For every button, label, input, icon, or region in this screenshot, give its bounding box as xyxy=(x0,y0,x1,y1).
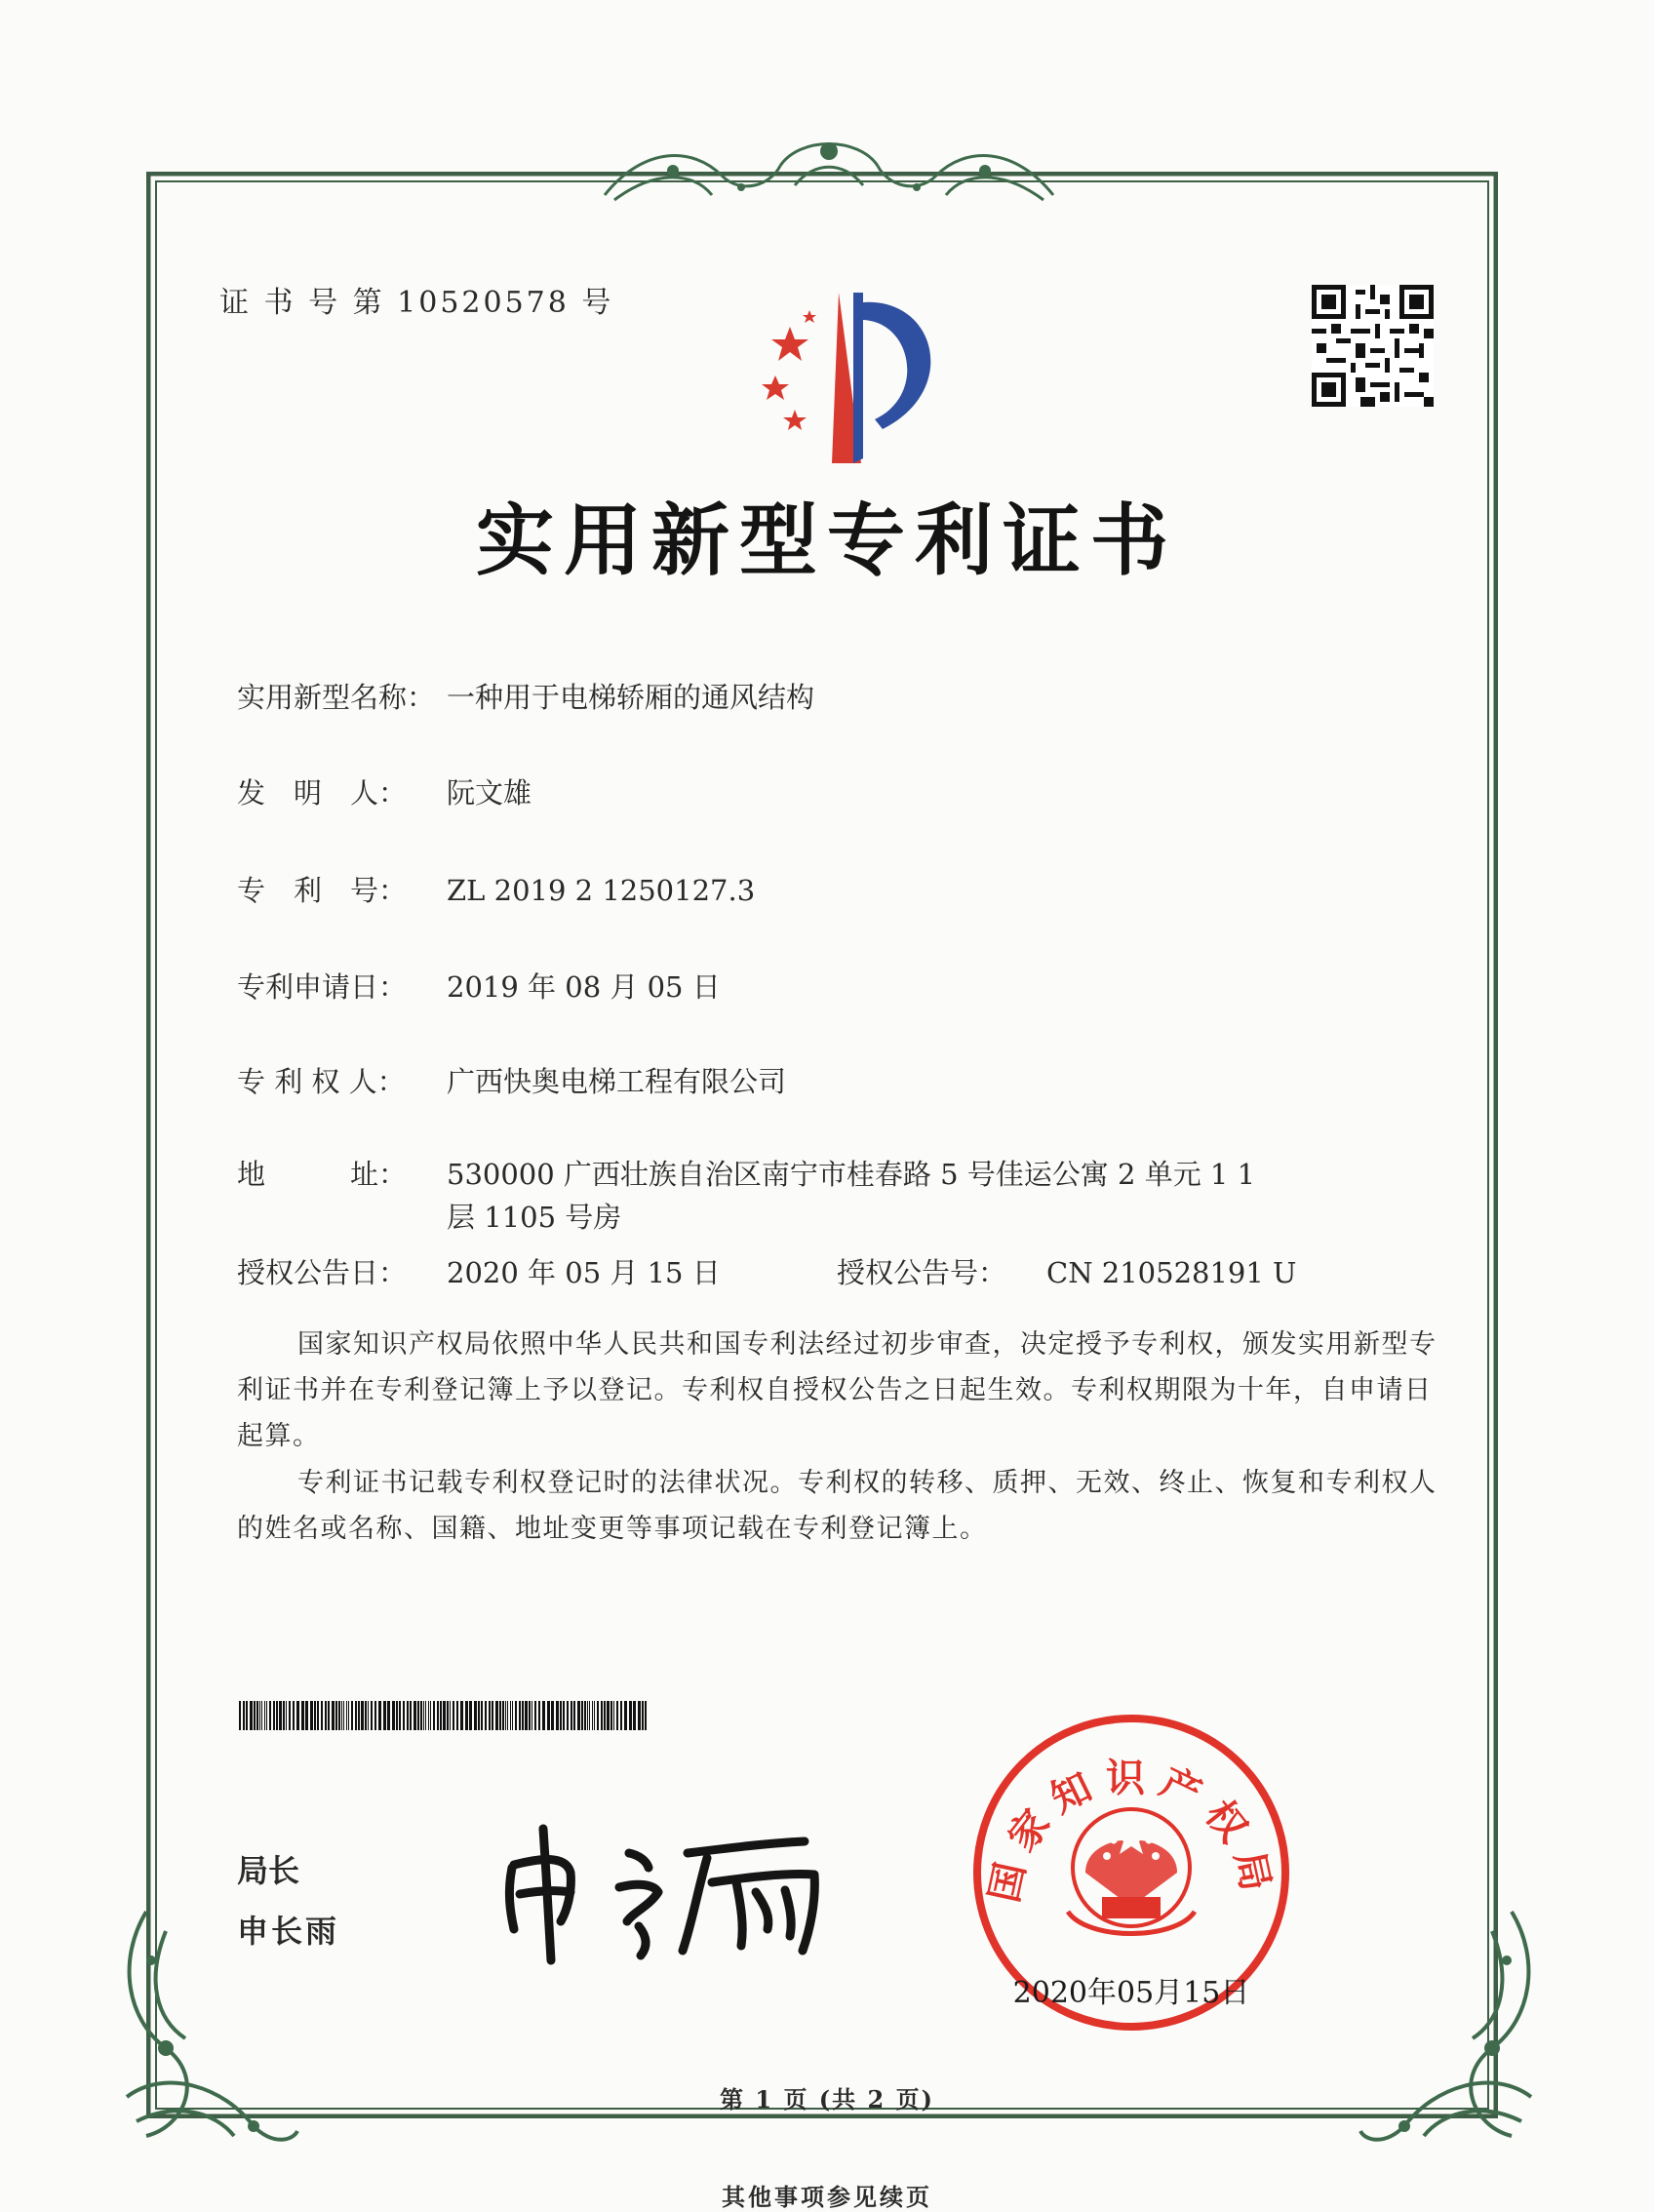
barcode-bar xyxy=(460,1701,463,1730)
qr-code xyxy=(1312,285,1434,407)
barcode-bar xyxy=(512,1701,513,1730)
barcode-bar xyxy=(447,1701,449,1730)
barcode-bar xyxy=(328,1701,330,1730)
barcode-bar xyxy=(273,1701,275,1730)
field-value: 阮文雄 xyxy=(447,776,532,810)
barcode-bar xyxy=(256,1701,258,1730)
field-label: 实用新型名称： xyxy=(237,681,436,714)
field-value: 2020 年 05 月 15 日 xyxy=(447,1256,721,1289)
barcode-bar xyxy=(332,1701,335,1730)
director-name: 申长雨 xyxy=(237,1913,340,1950)
barcode-bar xyxy=(499,1701,501,1730)
barcode-bar xyxy=(571,1701,572,1730)
barcode-bar xyxy=(560,1701,562,1730)
barcode-bar xyxy=(573,1701,575,1730)
barcode-bar xyxy=(428,1701,429,1730)
barcode-bar xyxy=(465,1701,468,1730)
barcode-bar xyxy=(365,1701,367,1730)
seal-date: 2020年05月15日 xyxy=(1012,1976,1250,2010)
top-ornament xyxy=(585,127,1073,224)
field-address xyxy=(237,1153,1285,1239)
barcode-bar xyxy=(638,1701,641,1730)
continued-note: 其他事项参见续页 xyxy=(722,2183,932,2211)
barcode-bar xyxy=(286,1701,287,1730)
barcode-bar xyxy=(440,1701,442,1730)
field-value: 2019 年 08 月 05 日 xyxy=(447,970,721,1004)
barcode-bar xyxy=(371,1701,373,1730)
field-label: 授权公告号： xyxy=(837,1256,1007,1289)
barcode-bar xyxy=(410,1701,412,1730)
field-publication-number xyxy=(837,1251,1297,1291)
barcode-bar xyxy=(525,1701,528,1730)
barcode-bar xyxy=(301,1701,304,1730)
barcode-bar xyxy=(420,1701,422,1730)
barcode-bar xyxy=(613,1701,614,1730)
barcode-bar xyxy=(556,1701,559,1730)
barcode-bar xyxy=(392,1701,395,1730)
barcode-bar xyxy=(502,1701,504,1730)
barcode-bar xyxy=(584,1701,586,1730)
barcode-bar xyxy=(425,1701,426,1730)
barcode-bar xyxy=(378,1701,381,1730)
barcode-bar xyxy=(387,1701,390,1730)
field-label: 专利申请日： xyxy=(237,970,408,1004)
field-utility-model-name xyxy=(237,676,814,716)
barcode-bar xyxy=(335,1701,337,1730)
certificate-number: 证 书 号 第 10520578 号 xyxy=(219,286,614,320)
body-paragraph-2: 专利证书记载专利权登记时的法律状况。专利权的转移、质押、无效、终止、恢复和专利权人的姓名或名称、国籍、地址变更等事项记载在专利登记簿上。 xyxy=(237,1468,1437,1544)
barcode-bar xyxy=(474,1701,477,1730)
barcode-bar xyxy=(343,1701,344,1730)
barcode-bar xyxy=(259,1701,260,1730)
barcode-bar xyxy=(510,1701,511,1730)
barcode-bar xyxy=(430,1701,431,1730)
barcode-bar xyxy=(417,1701,419,1730)
field-inventor xyxy=(237,771,532,811)
barcode-bar xyxy=(577,1701,580,1730)
barcode-bar xyxy=(317,1701,319,1730)
barcode-bar xyxy=(266,1701,267,1730)
barcode-bar xyxy=(443,1701,446,1730)
barcode-bar xyxy=(368,1701,369,1730)
barcode-bar xyxy=(321,1701,323,1730)
barcode-bar xyxy=(246,1701,248,1730)
barcode-bar xyxy=(610,1701,612,1730)
barcode-bar xyxy=(469,1701,472,1730)
barcode-bar xyxy=(515,1701,517,1730)
barcode-bar xyxy=(616,1701,618,1730)
barcode-bar xyxy=(624,1701,627,1730)
barcode-bar xyxy=(597,1701,599,1730)
barcode-bar xyxy=(495,1701,498,1730)
barcode-bar xyxy=(310,1701,313,1730)
seal-text: 国家知识产权局 xyxy=(981,1756,1281,1907)
barcode-bar xyxy=(642,1701,644,1730)
field-patent-number xyxy=(237,869,755,909)
barcode-bar xyxy=(478,1701,480,1730)
barcode-bar xyxy=(620,1701,622,1730)
barcode-bar xyxy=(534,1701,536,1730)
barcode-bar xyxy=(348,1701,349,1730)
barcode-bar xyxy=(519,1701,521,1730)
barcode-bar xyxy=(437,1701,439,1730)
barcode-bar xyxy=(433,1701,435,1730)
handwritten-signature xyxy=(492,1814,844,1970)
barcode-bar xyxy=(269,1701,271,1730)
cnipa-logo-icon xyxy=(707,283,951,468)
barcode-bar xyxy=(276,1701,278,1730)
barcode-bar xyxy=(423,1701,424,1730)
barcode-bar xyxy=(489,1701,491,1730)
barcode-bar xyxy=(592,1701,593,1730)
barcode-bar xyxy=(351,1701,353,1730)
corner-ornament-bottom-right xyxy=(1356,1902,1551,2155)
barcode-bar xyxy=(538,1701,540,1730)
barcode-bar xyxy=(601,1701,603,1730)
field-filing-date xyxy=(237,966,721,1006)
barcode-bar xyxy=(374,1701,376,1730)
barcode-bar xyxy=(243,1701,245,1730)
field-value: 530000 广西壮族自治区南宁市桂春路 5 号佳运公寓 2 单元 1 1 层 1105 号房 xyxy=(447,1158,1256,1234)
barcode-bar xyxy=(346,1701,347,1730)
barcode-bar xyxy=(589,1701,590,1730)
barcode-bar xyxy=(250,1701,253,1730)
director-title: 局长 xyxy=(237,1852,300,1889)
barcode-bar xyxy=(283,1701,285,1730)
barcode-bar xyxy=(551,1701,554,1730)
page-number: 第 1 页 (共 2 页) xyxy=(720,2085,934,2113)
barcode-bar xyxy=(522,1701,524,1730)
barcode-bar xyxy=(587,1701,588,1730)
barcode-bar xyxy=(529,1701,531,1730)
barcode-bar xyxy=(355,1701,357,1730)
field-label: 发 明 人： xyxy=(237,776,408,810)
barcode-bar xyxy=(604,1701,606,1730)
field-publication xyxy=(237,1251,1297,1291)
barcode-bar xyxy=(563,1701,565,1730)
barcode-bar xyxy=(296,1701,299,1730)
barcode-bar xyxy=(542,1701,545,1730)
field-value: CN 210528191 U xyxy=(1046,1256,1297,1289)
barcode-bar xyxy=(293,1701,295,1730)
barcode-bar xyxy=(403,1701,405,1730)
field-label: 专 利 号： xyxy=(237,874,408,907)
barcode-bar xyxy=(481,1701,483,1730)
field-label: 授权公告日： xyxy=(237,1256,408,1289)
field-value: 一种用于电梯轿厢的通风结构 xyxy=(447,681,815,714)
barcode-bar xyxy=(305,1701,308,1730)
field-value: 广西快奥电梯工程有限公司 xyxy=(447,1065,787,1098)
barcode-bar xyxy=(358,1701,360,1730)
barcode-bar xyxy=(396,1701,398,1730)
barcode-bar xyxy=(581,1701,583,1730)
field-value: ZL 2019 2 1250127.3 xyxy=(447,874,756,907)
barcode-bar xyxy=(254,1701,256,1730)
barcode-bar xyxy=(450,1701,451,1730)
national-emblem-icon xyxy=(1068,1809,1195,1934)
barcode-bar xyxy=(645,1701,647,1730)
barcode-bar xyxy=(361,1701,364,1730)
barcode-bar xyxy=(264,1701,265,1730)
barcode-bar xyxy=(261,1701,262,1730)
barcode-bar xyxy=(594,1701,595,1730)
body-paragraph-1: 国家知识产权局依照中华人民共和国专利法经过初步审查，决定授予专利权，颁发实用新型专利证书并在专利登记簿上予以登记。专利权自授权公告之日起生效。专利权期限为十年，自申请日起算。 xyxy=(237,1329,1437,1451)
barcode-bar xyxy=(505,1701,506,1730)
barcode-bar xyxy=(341,1701,342,1730)
barcode-bar xyxy=(325,1701,327,1730)
barcode-bar xyxy=(633,1701,636,1730)
barcode-bar xyxy=(314,1701,316,1730)
barcode-bar xyxy=(407,1701,409,1730)
barcode-bar xyxy=(338,1701,340,1730)
barcode xyxy=(239,1701,649,1730)
barcode-bar xyxy=(485,1701,487,1730)
barcode-bar xyxy=(492,1701,493,1730)
barcode-bar xyxy=(507,1701,508,1730)
barcode-bar xyxy=(289,1701,291,1730)
barcode-bar xyxy=(456,1701,458,1730)
barcode-bar xyxy=(607,1701,610,1730)
field-label: 地 址： xyxy=(237,1158,408,1191)
barcode-bar xyxy=(453,1701,454,1730)
barcode-bar xyxy=(414,1701,416,1730)
barcode-bar xyxy=(239,1701,241,1730)
field-label: 专 利 权 人： xyxy=(237,1065,406,1098)
barcode-bar xyxy=(629,1701,632,1730)
field-patentee xyxy=(237,1060,786,1100)
barcode-bar xyxy=(399,1701,401,1730)
document-title: 实用新型专利证书 xyxy=(476,495,1178,586)
barcode-bar xyxy=(567,1701,569,1730)
barcode-bar xyxy=(279,1701,282,1730)
barcode-bar xyxy=(547,1701,550,1730)
barcode-bar xyxy=(383,1701,386,1730)
